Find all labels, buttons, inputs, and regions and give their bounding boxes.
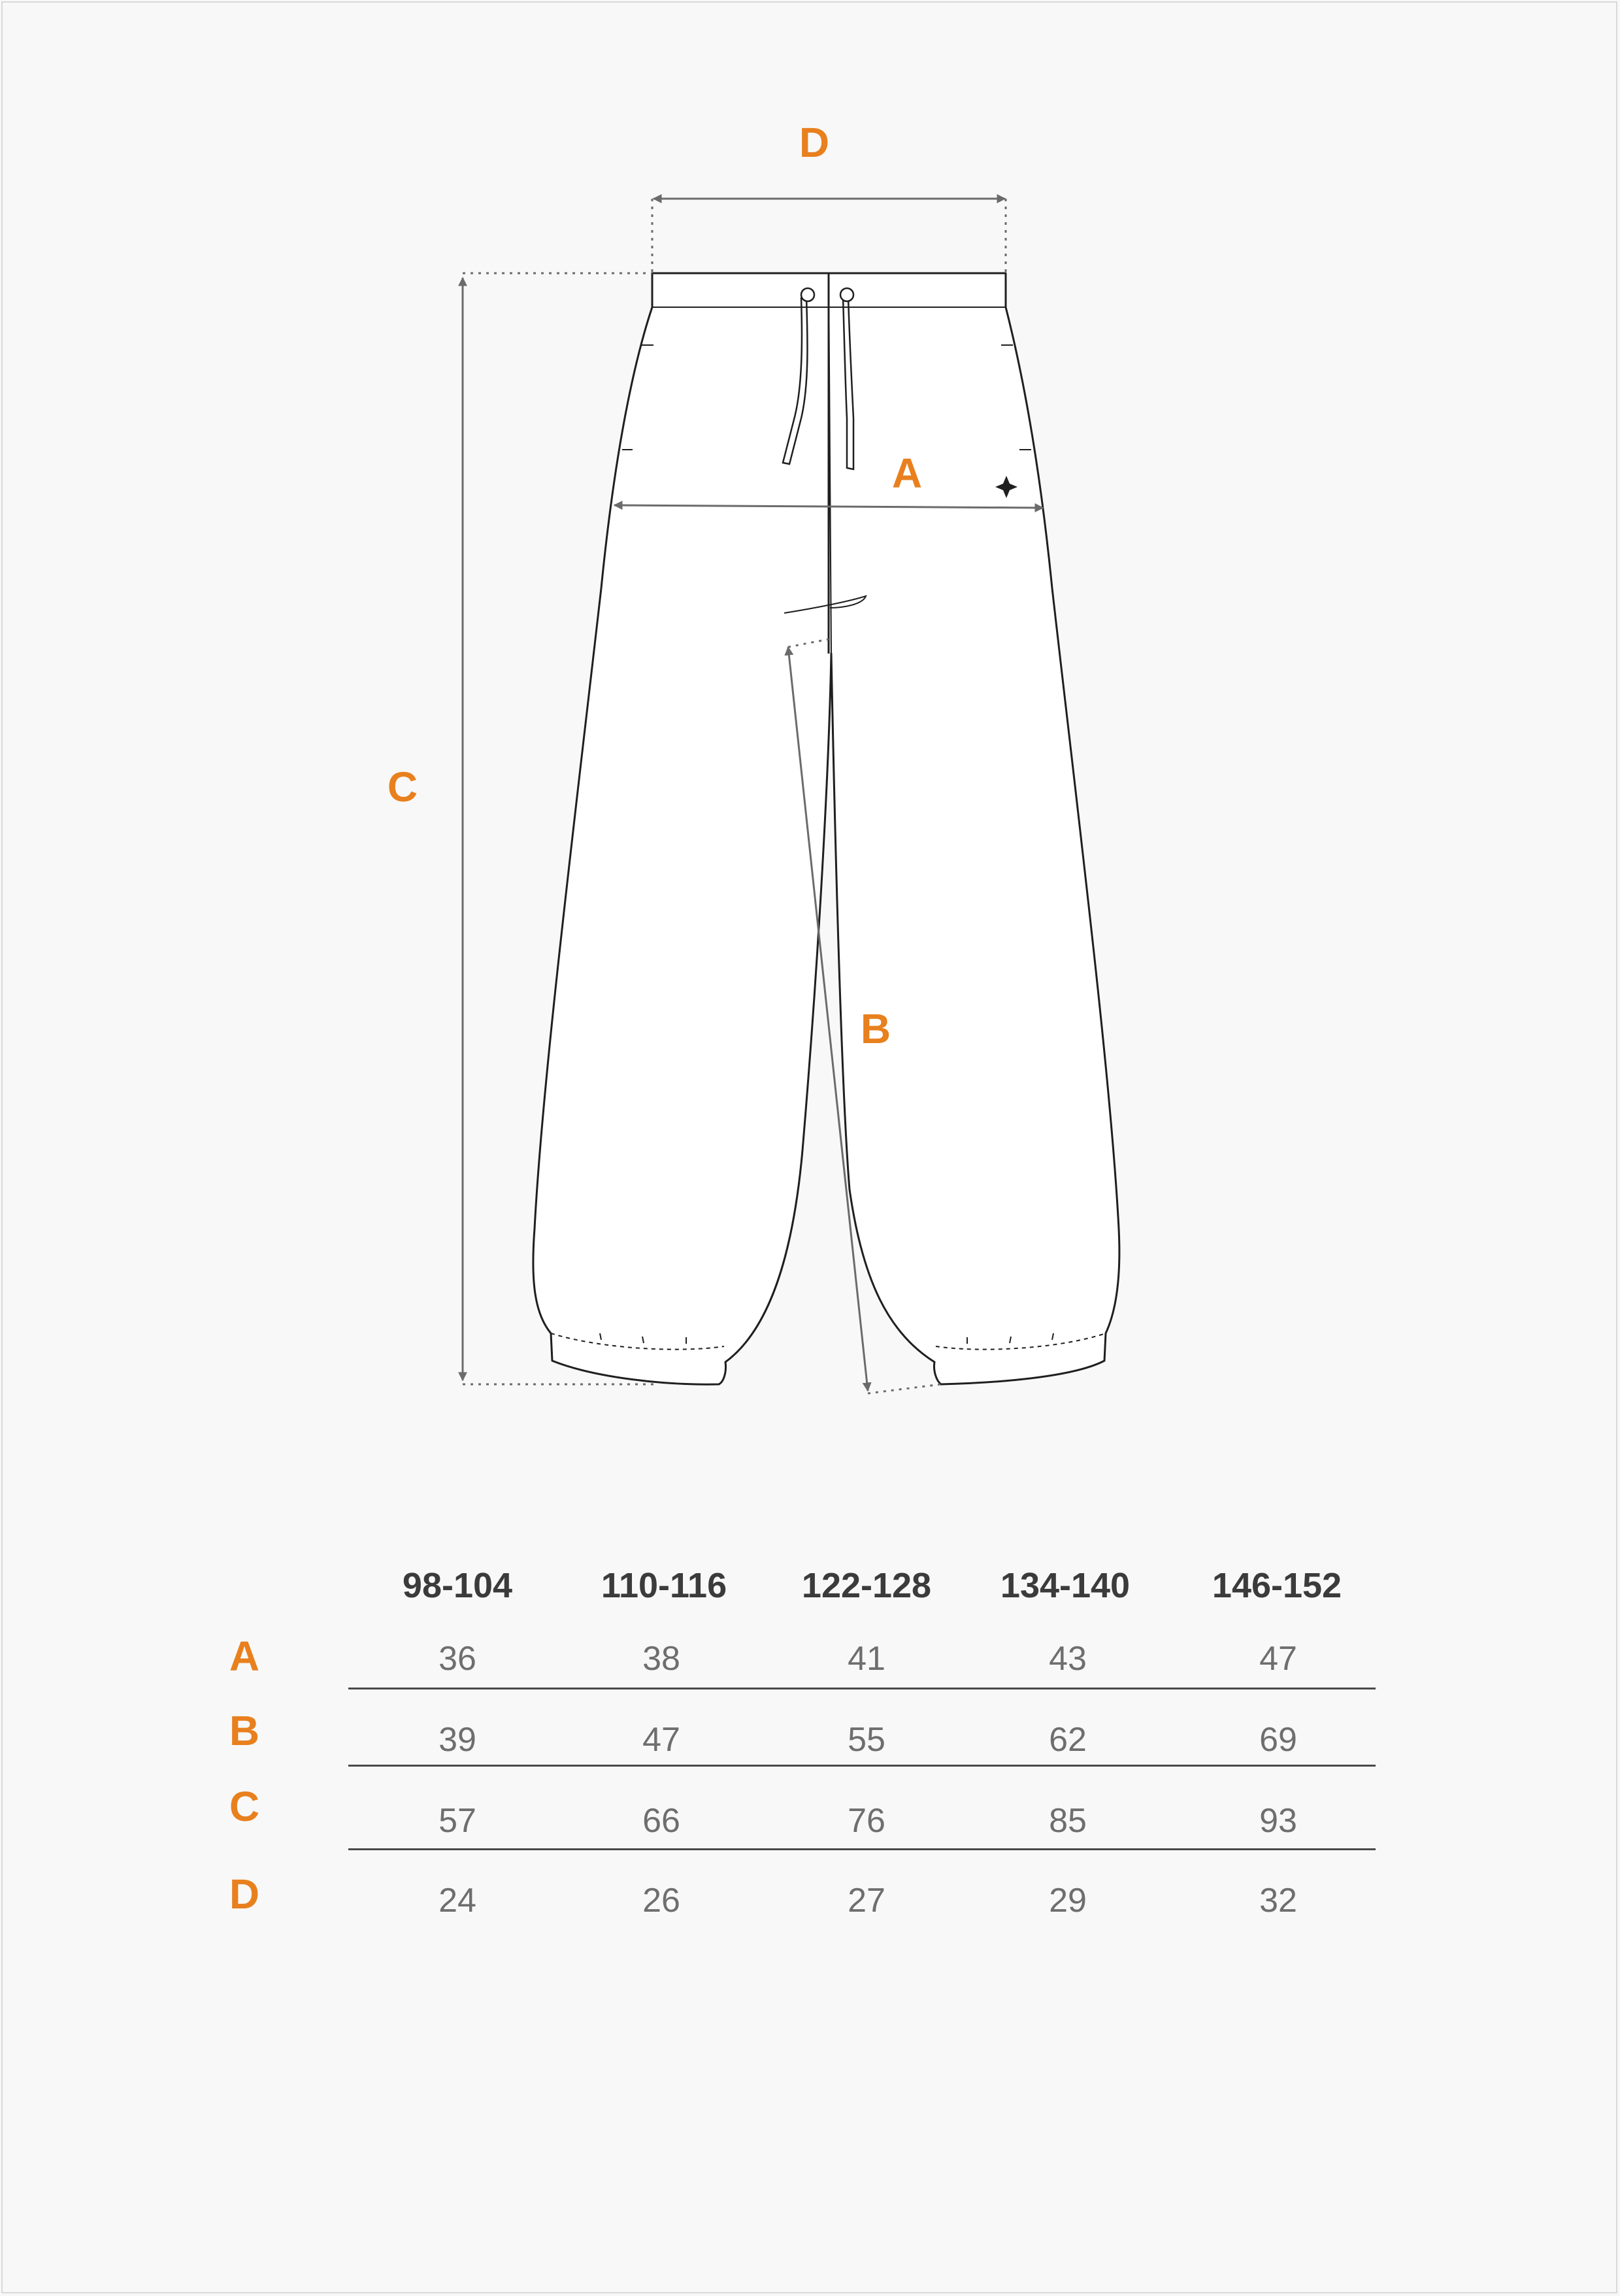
table-cell: 43 xyxy=(1049,1640,1087,1678)
dimension-label-a: A xyxy=(891,450,923,497)
dimension-label-d: D xyxy=(799,119,830,166)
eyelet-right xyxy=(840,288,853,301)
row-label-c: C xyxy=(229,1783,260,1830)
table-cell: 85 xyxy=(1049,1802,1087,1840)
row-label-a: A xyxy=(229,1633,260,1680)
size-header: 134-140 xyxy=(1000,1566,1131,1605)
table-cell: 24 xyxy=(438,1882,476,1920)
table-cell: 69 xyxy=(1259,1721,1297,1759)
table-cell: 32 xyxy=(1259,1882,1297,1920)
size-header: 122-128 xyxy=(801,1566,932,1605)
row-label-d: D xyxy=(229,1871,260,1918)
eyelet-left xyxy=(801,288,814,301)
dimension-label-b: B xyxy=(860,1005,891,1052)
table-cell: 47 xyxy=(1259,1640,1297,1678)
table-cell: 93 xyxy=(1259,1802,1297,1840)
size-header: 146-152 xyxy=(1212,1566,1342,1605)
size-header: 98-104 xyxy=(402,1566,513,1605)
table-cell: 55 xyxy=(848,1721,885,1759)
table-cell: 27 xyxy=(848,1882,885,1920)
table-cell: 57 xyxy=(438,1802,476,1840)
table-cell: 29 xyxy=(1049,1882,1087,1920)
table-cell: 39 xyxy=(438,1721,476,1759)
table-cell: 36 xyxy=(438,1640,476,1678)
dimension-label-c: C xyxy=(387,763,418,810)
table-cell: 62 xyxy=(1049,1721,1087,1759)
table-cell: 38 xyxy=(642,1640,680,1678)
table-cell: 41 xyxy=(848,1640,885,1678)
pants-outline xyxy=(533,273,1119,1384)
pants-silhouette xyxy=(533,273,1119,1384)
size-header: 110-116 xyxy=(601,1566,727,1605)
table-cell: 26 xyxy=(642,1882,680,1920)
table-cell: 66 xyxy=(642,1802,680,1840)
table-cell: 76 xyxy=(848,1802,885,1840)
row-label-b: B xyxy=(229,1707,260,1754)
table-cell: 47 xyxy=(642,1721,680,1759)
